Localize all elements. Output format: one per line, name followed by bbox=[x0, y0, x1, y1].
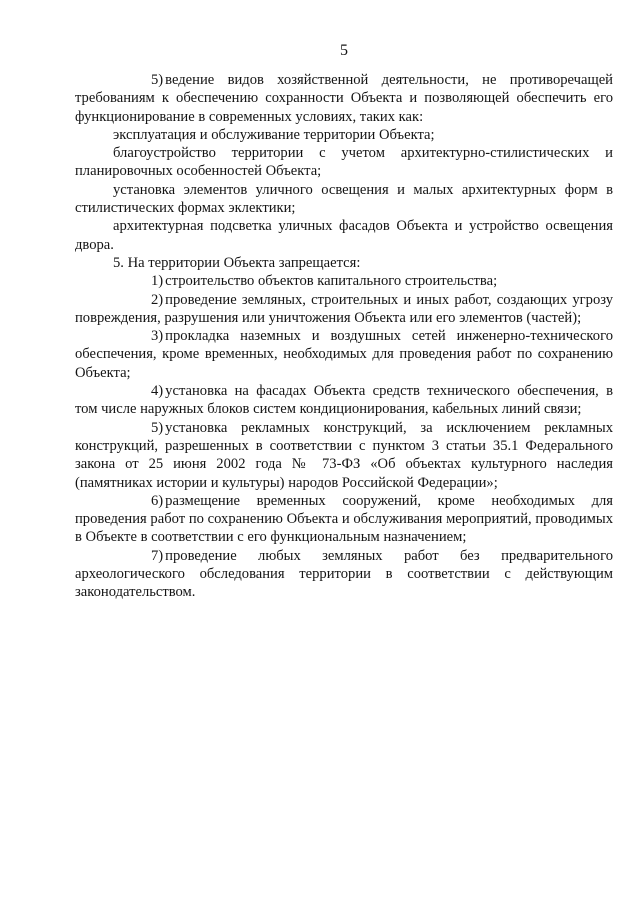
item-text: архитектурная подсветка уличных фасадов Объекта и устройство освещения двора. bbox=[75, 218, 613, 253]
item-number: 3) bbox=[151, 328, 164, 345]
item-number: 6) bbox=[151, 492, 164, 509]
item-text: проведение земляных, строительных и иных работ, создающих угрозу повреждения, разрушения или уничтожения Объекта или его элементов (частей); bbox=[75, 291, 613, 326]
item-text: проведение любых земляных работ без предварительного археологического обследования территории в соответствии с действующим законодательством. bbox=[75, 547, 613, 601]
list-item-6 bbox=[75, 492, 613, 547]
list-item-4 bbox=[75, 382, 613, 419]
list-item-5 bbox=[75, 71, 613, 126]
item-number: 5) bbox=[151, 72, 164, 88]
item-text: благоустройство территории с учетом архитектурно-стилистических и планировочных особенностей Объекта; bbox=[75, 145, 613, 180]
item-text: установка на фасадах Объекта средств технического обеспечения, в том числе наружных блоков систем кондиционирования, кабельных линий связи; bbox=[75, 383, 613, 418]
sub-item bbox=[75, 144, 613, 181]
item-number: 5) bbox=[151, 419, 164, 436]
item-text: прокладка наземных и воздушных сетей инженерно-технического обеспечения, кроме временных, необходимых для проведения работ по сохранению Объекта; bbox=[75, 328, 613, 381]
item-number: 2) bbox=[151, 291, 164, 308]
list-item-5b bbox=[75, 419, 613, 492]
list-item-2 bbox=[75, 291, 613, 328]
page-number: 5 bbox=[340, 42, 348, 59]
item-text: 5. На территории Объекта запрещается: bbox=[113, 254, 361, 271]
item-text: размещение временных сооружений, кроме необходимых для проведения работ по сохранению Объекта и обслуживания мероприятий, проводимых в Объекте в соответствии с его функциональным назначением; bbox=[75, 492, 613, 546]
list-item-1 bbox=[75, 272, 613, 290]
section-heading bbox=[75, 254, 613, 272]
item-text: установка рекламных конструкций, за исключением рекламных конструкций, разрешенных в соответствии с пунктом 3 статьи 35.1 Федерального закона от 25 июня 2002 года № 73-ФЗ «Об объектах культурного наследия (памятниках истории и культуры) народов Российской Федерации»; bbox=[75, 419, 613, 491]
item-number: 1) bbox=[151, 273, 164, 290]
sub-item bbox=[75, 181, 613, 218]
list-item-7 bbox=[75, 547, 613, 602]
item-text: строительство объектов капитального строительства; bbox=[165, 273, 498, 290]
document-body bbox=[75, 71, 613, 602]
item-text: эксплуатация и обслуживание территории Объекта; bbox=[113, 126, 435, 143]
item-text: ведение видов хозяйственной деятельности, не противоречащей требованиям к обеспечению сохранности Объекта и позволяющей обеспечить его функционирование в современных условиях, таких как: bbox=[75, 72, 613, 125]
item-number: 7) bbox=[151, 547, 164, 564]
sub-item bbox=[75, 217, 613, 254]
list-item-3 bbox=[75, 327, 613, 382]
item-number: 4) bbox=[151, 383, 164, 400]
item-text: установка элементов уличного освещения и малых архитектурных форм в стилистических формах эклектики; bbox=[75, 181, 613, 217]
sub-item bbox=[75, 126, 613, 144]
